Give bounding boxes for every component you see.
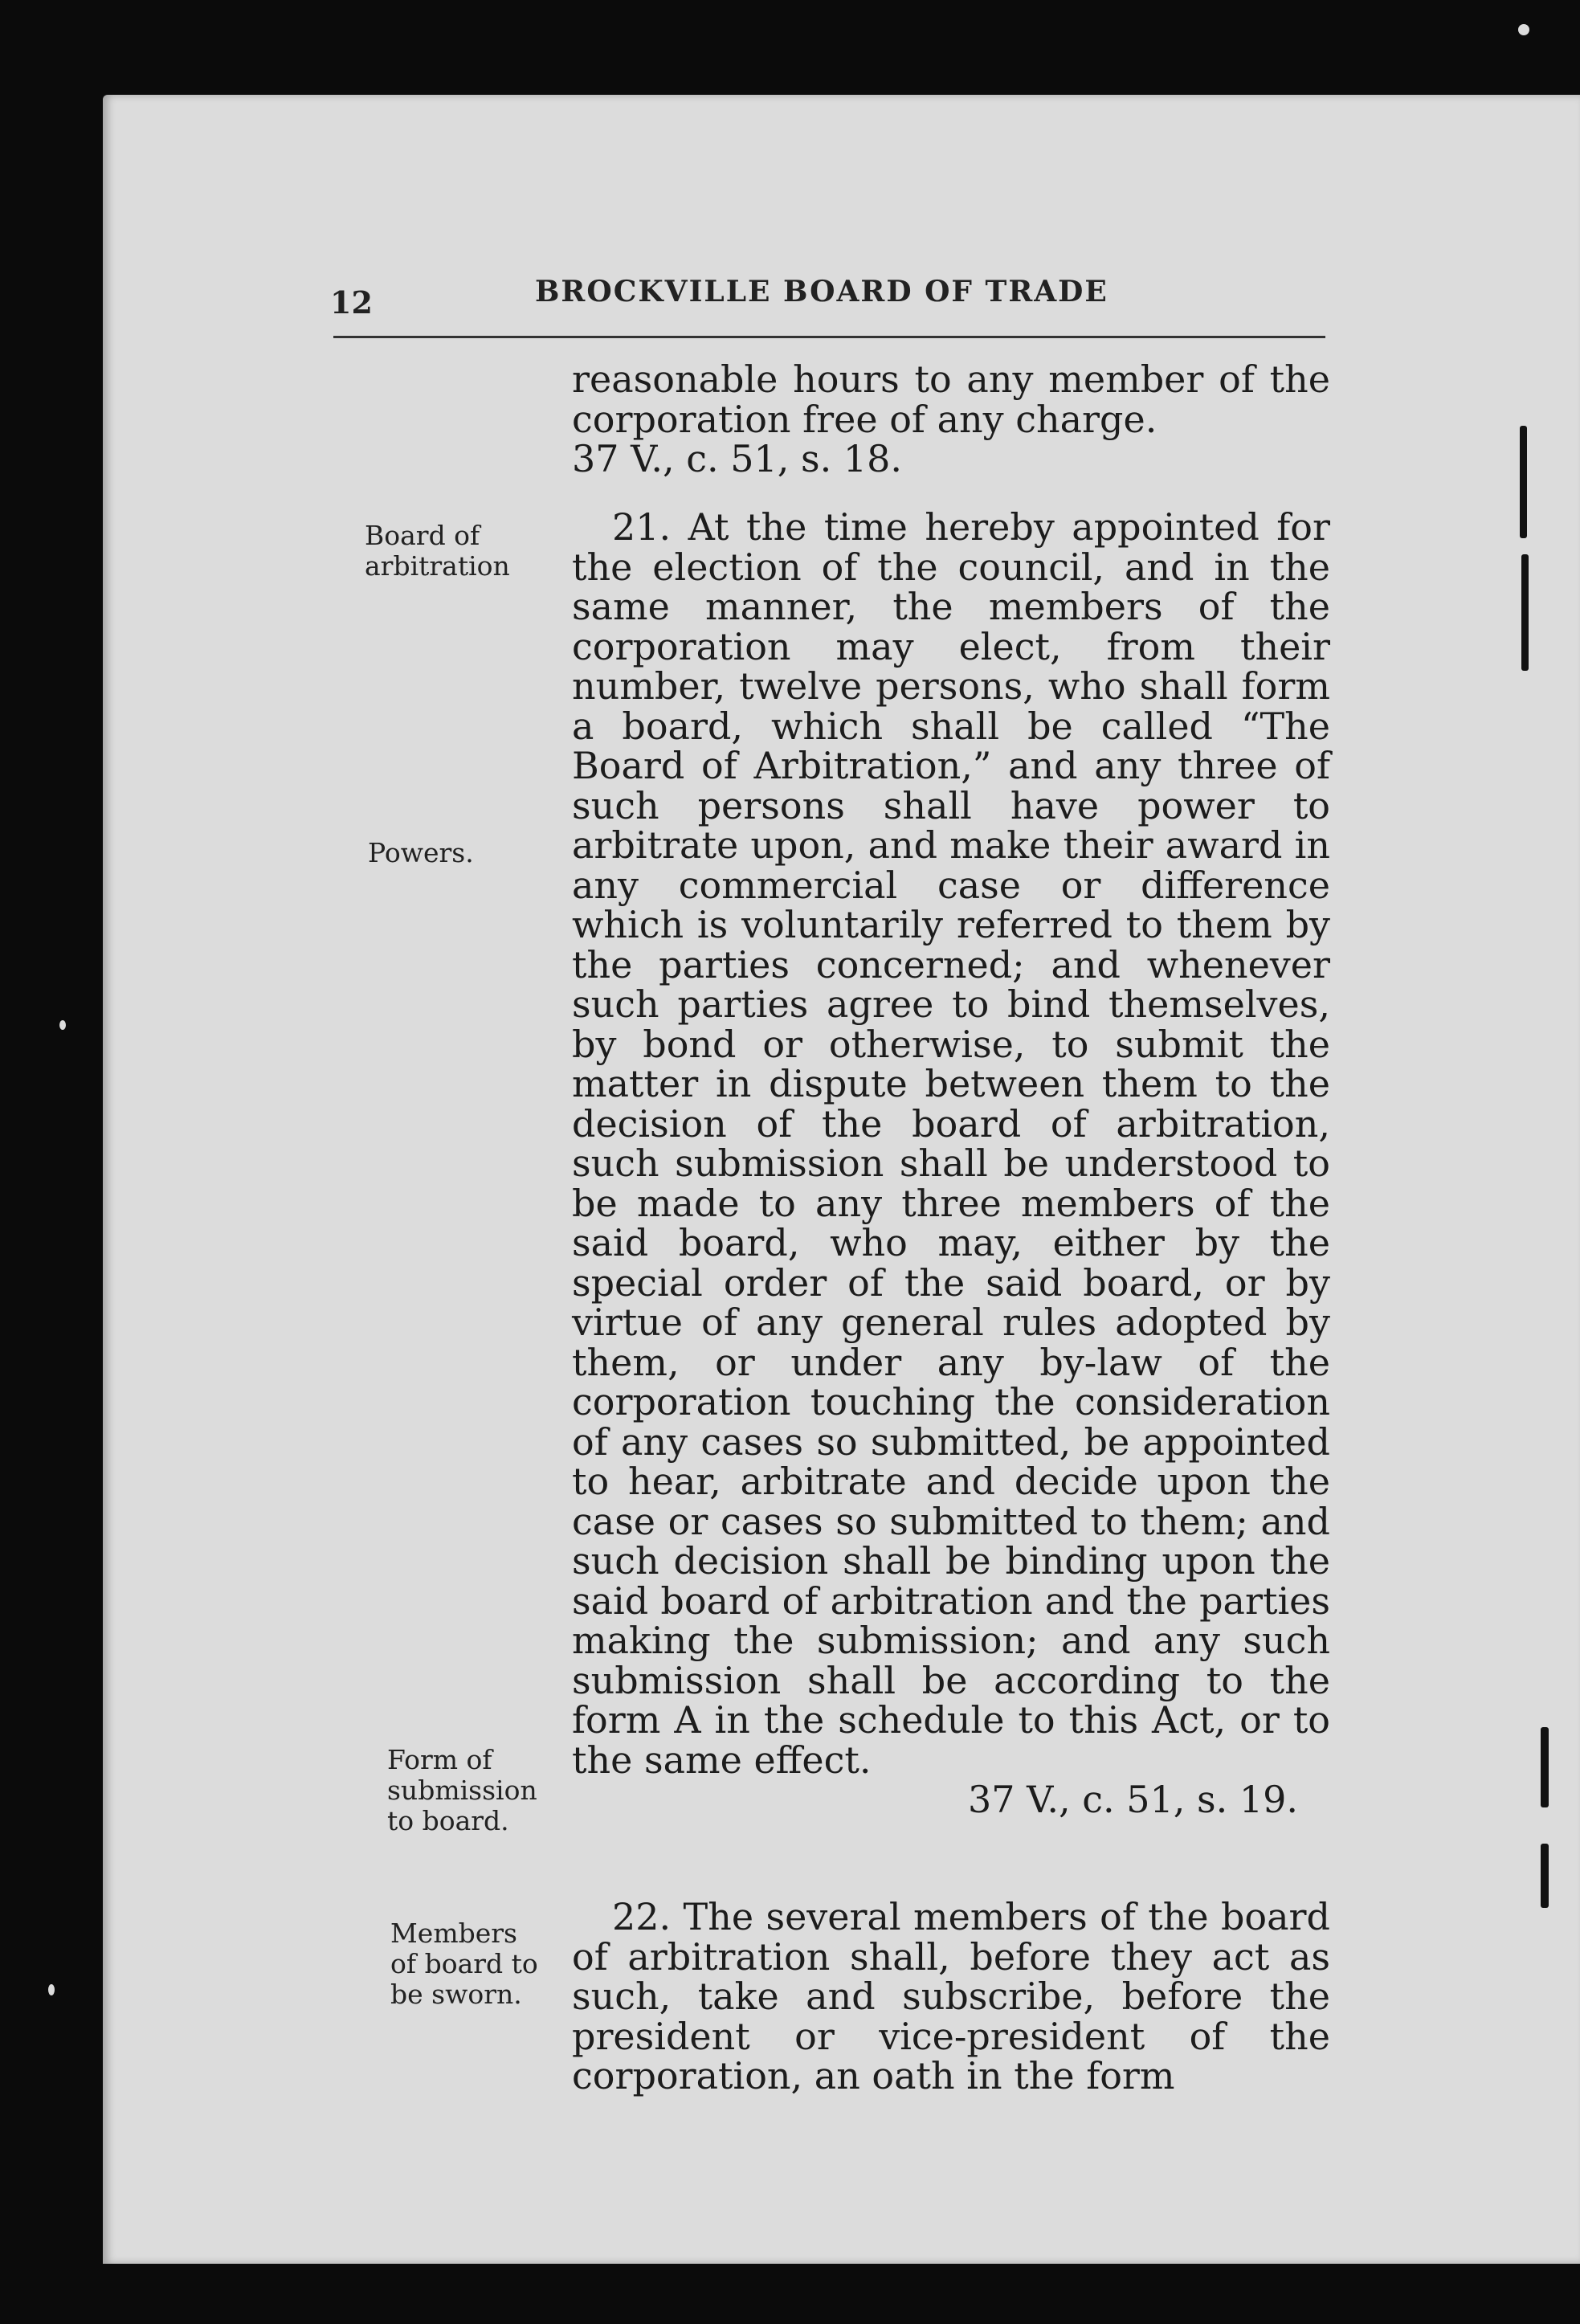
page-number: 12 — [330, 284, 373, 321]
section-21-text: 21. At the time hereby appointed for the election of the council, and in the same manner, the members of the corporation may elect, from their number, twelve persons, who shall form a board, which shall be called “The Board of Arbitration,” and any three of such persons shall have power to arbitrate upon, and make their award in any commercial case or difference which is voluntarily referred to them by the parties concerned; and whenever such parties agree to bind themselves, by bond or otherwise, to submit the matter in dispute between them to the decision of the board of arbitration, such submission shall be understood to be made to any three members of the said board, who may, either by the special order of the said board, or by virtue of any general rules adopted by them, or under any by-law of the corporation touching the consideration of any cases so submitted, be appointed to hear, arbitrate and decide upon the case or cases so submitted to them; and such decision shall be binding upon the said board of arbitration and the parties making the submission; and any such submission shall be according to the form A in the schedule to this Act, or to the same effect. — [572, 505, 1330, 1782]
scan-speck — [48, 1984, 55, 1995]
section-21 — [572, 505, 1330, 1821]
scan-edge-mark — [1520, 426, 1527, 538]
section-21-citation: 37 V., c. 51, s. 19. — [968, 1778, 1298, 1821]
margin-note-form-of-submission: Form of submission to board. — [387, 1744, 537, 1836]
continuation-paragraph — [572, 357, 1330, 480]
running-title: BROCKVILLE BOARD OF TRADE — [535, 275, 1108, 308]
scan-speck — [1518, 24, 1529, 35]
continuation-text: reasonable hours to any member of the corporation free of any charge. — [572, 357, 1330, 441]
margin-note-members-sworn: Members of board to be sworn. — [390, 1918, 538, 2010]
scan-edge-mark — [1541, 1844, 1549, 1908]
scan-edge-mark — [1521, 554, 1529, 671]
continuation-citation: 37 V., c. 51, s. 18. — [572, 437, 902, 480]
section-22 — [572, 1897, 1330, 2097]
header-rule — [333, 336, 1325, 338]
scan-edge-mark — [1541, 1727, 1549, 1807]
margin-note-board-of-arbitration: Board of arbitration — [365, 520, 510, 582]
section-22-text: 22. The several members of the board of arbitration shall, before they act as such, take and subscribe, before the president or vice-president of the corporation, an oath in the form — [572, 1895, 1330, 2097]
scan-speck — [59, 1020, 66, 1030]
margin-note-powers: Powers. — [368, 837, 474, 868]
